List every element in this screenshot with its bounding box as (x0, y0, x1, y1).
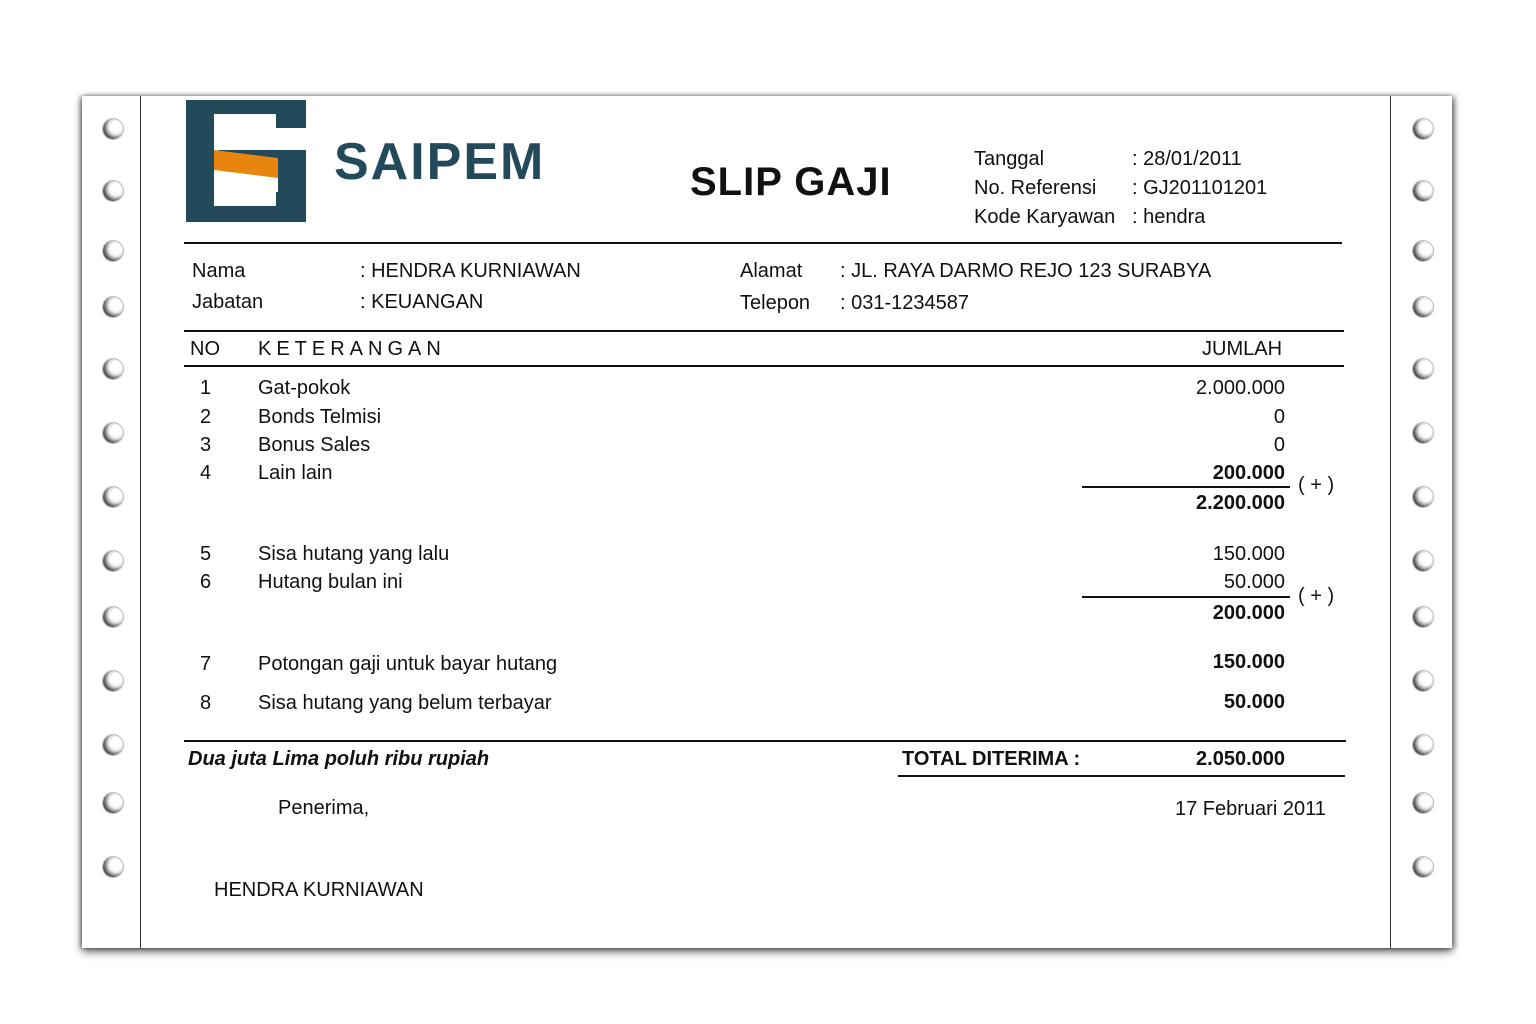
tractor-hole (102, 422, 124, 444)
tractor-hole (102, 606, 124, 628)
tractor-hole (102, 358, 124, 380)
tractor-hole (1412, 180, 1434, 202)
tractor-hole (1412, 118, 1434, 140)
row-no: 1 (200, 377, 212, 399)
meta-value-kode-karyawan: : hendra (1132, 206, 1206, 228)
row-no: 6 (200, 571, 212, 593)
header-jumlah: JUMLAH (1202, 338, 1283, 360)
row-no: 5 (200, 543, 212, 565)
tractor-hole (1412, 422, 1434, 444)
signer-name: HENDRA KURNIAWAN (214, 879, 424, 901)
nama-label: Nama (192, 260, 246, 282)
left-tractor-margin-line (140, 96, 141, 948)
row-amount: 150.000 (1212, 543, 1285, 565)
amount-in-words: Dua juta Lima poluh ribu rupiah (188, 748, 490, 770)
meta-label-tanggal: Tanggal (974, 148, 1045, 170)
row-no: 3 (200, 434, 212, 456)
nama-value: : HENDRA KURNIAWAN (360, 260, 581, 282)
row-amount: 0 (1273, 406, 1285, 428)
row-no: 4 (200, 462, 212, 484)
tractor-hole (1412, 606, 1434, 628)
tractor-hole (1412, 296, 1434, 318)
tractor-hole (1412, 792, 1434, 814)
tractor-hole (102, 734, 124, 756)
tractor-hole (1412, 856, 1434, 878)
penerima-label: Penerima, (278, 797, 370, 819)
subtotal-2: 200.000 (1212, 602, 1285, 624)
tractor-hole (102, 240, 124, 262)
subtotal-divider (1082, 596, 1290, 598)
tractor-hole (102, 296, 124, 318)
row-desc: Lain lain (258, 462, 333, 484)
total-underline (898, 775, 1345, 777)
tractor-hole (102, 792, 124, 814)
tractor-hole (1412, 240, 1434, 262)
alamat-value: : JL. RAYA DARMO REJO 123 SURABYA (840, 260, 1212, 282)
subtotal-divider (1082, 486, 1290, 488)
tractor-hole (102, 670, 124, 692)
row-desc: Sisa hutang yang belum terbayar (258, 692, 552, 714)
company-name: SAIPEM (334, 133, 546, 191)
divider (184, 242, 1342, 244)
jabatan-value: : KEUANGAN (360, 291, 484, 313)
tractor-hole (102, 486, 124, 508)
telepon-label: Telepon (740, 292, 811, 314)
header-keterangan: KETERANGAN (258, 338, 446, 360)
row-desc: Gat-pokok (258, 377, 351, 399)
plus-mark: ( + ) (1298, 585, 1335, 607)
total-label: TOTAL DITERIMA : (902, 748, 1081, 770)
row-amount: 200.000 (1212, 462, 1285, 484)
jabatan-label: Jabatan (192, 291, 264, 313)
tractor-hole (102, 180, 124, 202)
divider (184, 330, 1344, 332)
page-title: SLIP GAJI (690, 160, 892, 204)
tractor-hole (102, 856, 124, 878)
meta-value-referensi: : GJ201101201 (1132, 177, 1268, 199)
meta-label-kode-karyawan: Kode Karyawan (974, 206, 1116, 228)
header-no: NO (190, 338, 220, 360)
row-desc: Sisa hutang yang lalu (258, 543, 450, 565)
row-amount: 2.000.000 (1196, 377, 1285, 399)
row-no: 2 (200, 406, 212, 428)
signature-date: 17 Februari 2011 (1175, 798, 1326, 820)
row-desc: Hutang bulan ini (258, 571, 403, 593)
divider (184, 365, 1344, 367)
row-amount: 50.000 (1223, 691, 1285, 713)
tractor-hole (1412, 670, 1434, 692)
tractor-hole (1412, 358, 1434, 380)
right-tractor-margin-line (1390, 96, 1391, 948)
tractor-hole (102, 550, 124, 572)
row-no: 7 (200, 653, 212, 675)
tractor-hole (1412, 734, 1434, 756)
divider (184, 740, 1346, 742)
tractor-hole (1412, 550, 1434, 572)
tractor-hole (1412, 486, 1434, 508)
row-desc: Bonus Sales (258, 434, 371, 456)
row-desc: Potongan gaji untuk bayar hutang (258, 653, 558, 675)
meta-label-referensi: No. Referensi (974, 177, 1097, 199)
telepon-value: : 031-1234587 (840, 292, 970, 314)
saipem-logo-icon (186, 100, 310, 224)
row-amount: 0 (1273, 434, 1285, 456)
tractor-hole (102, 118, 124, 140)
meta-value-tanggal: : 28/01/2011 (1132, 148, 1242, 170)
subtotal-1: 2.200.000 (1196, 492, 1285, 514)
total-value: 2.050.000 (1196, 748, 1285, 770)
row-amount: 50.000 (1223, 571, 1285, 593)
alamat-label: Alamat (740, 260, 803, 282)
row-desc: Bonds Telmisi (258, 406, 382, 428)
row-amount: 150.000 (1212, 651, 1285, 673)
plus-mark: ( + ) (1298, 474, 1335, 496)
row-no: 8 (200, 692, 212, 714)
